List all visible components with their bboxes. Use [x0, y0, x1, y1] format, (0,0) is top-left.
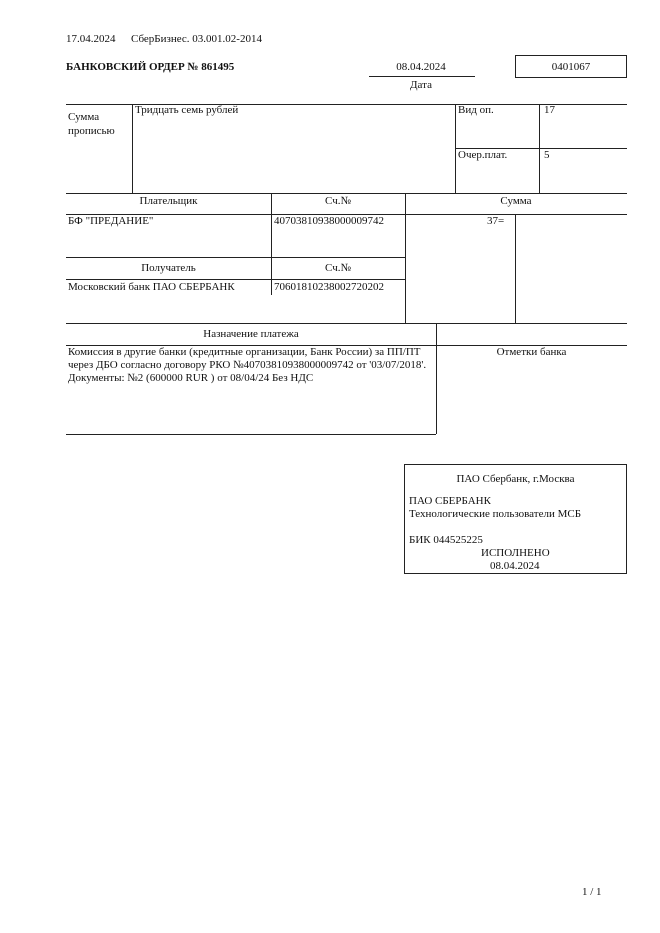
account-header: Сч.№ — [325, 195, 351, 207]
account-sum-divider — [405, 193, 406, 323]
order-date: 08.04.2024 — [396, 61, 446, 73]
purpose-line: Документы: №2 (600000 RUR ) от 08/04/24 Без НДС — [68, 372, 314, 384]
stamp-bank-name: ПАО СБЕРБАНК — [409, 495, 491, 507]
amount-value: 37= — [487, 215, 505, 227]
stamp-department: Технологические пользователи МСБ — [409, 508, 582, 520]
print-date: 17.04.2024 — [66, 33, 116, 45]
purpose-line: Комиссия в другие банки (кредитные организации, Банк России) за ПП/ПТ — [68, 346, 421, 358]
amount-words-label: Сумма прописью — [68, 111, 115, 137]
purpose-text — [68, 346, 426, 385]
recipient-name: Московский банк ПАО СБЕРБАНК — [68, 281, 235, 293]
recipient-top-rule — [66, 257, 405, 258]
date-underline — [369, 76, 475, 77]
recipient-account-header: Сч.№ — [325, 262, 351, 274]
stamp-bank-city: ПАО Сбербанк, г.Москва — [456, 473, 575, 485]
stamp-bik: БИК 044525225 — [409, 534, 483, 546]
amount-words-value: Тридцать семь рублей — [135, 104, 239, 116]
purpose-bottom-rule — [66, 434, 436, 435]
date-label: Дата — [410, 79, 432, 91]
op-type-value: 17 — [544, 104, 555, 116]
recipient-account: 70601810238002720202 — [274, 281, 384, 293]
recipient-header: Получатель — [141, 262, 196, 274]
priority-value: 5 — [544, 149, 550, 161]
columns-top-rule — [66, 193, 627, 194]
stamp-date: 08.04.2024 — [490, 560, 540, 572]
bank-stamp — [404, 464, 627, 574]
payer-name: БФ "ПРЕДАНИЕ" — [68, 215, 154, 227]
recipient-bottom-rule — [66, 279, 405, 280]
purpose-divider — [436, 323, 437, 434]
order-title: БАНКОВСКИЙ ОРДЕР № 861495 — [66, 61, 235, 73]
bank-marks-label: Отметки банка — [496, 346, 567, 358]
op-type-label: Вид оп. — [458, 104, 494, 116]
payer-account: 40703810938000009742 — [274, 215, 384, 227]
words-divider — [132, 104, 133, 193]
sum-right-divider — [515, 214, 516, 323]
payer-header: Плательщик — [139, 195, 198, 207]
stamp-status: ИСПОЛНЕНО — [481, 547, 550, 559]
okud-code: 0401067 — [551, 61, 591, 73]
sum-header: Сумма — [500, 195, 532, 207]
priority-label: Очер.плат. — [458, 149, 508, 161]
page-number: 1 / 1 — [582, 886, 602, 898]
form-code: СберБизнес. 03.001.02-2014 — [131, 33, 262, 45]
purpose-line: через ДБО согласно договору РКО №40703810938000009742 от '03/07/2018'. — [68, 359, 427, 371]
purpose-top-rule — [66, 323, 627, 324]
purpose-header: Назначение платежа — [203, 328, 299, 340]
okud-box — [515, 55, 627, 78]
